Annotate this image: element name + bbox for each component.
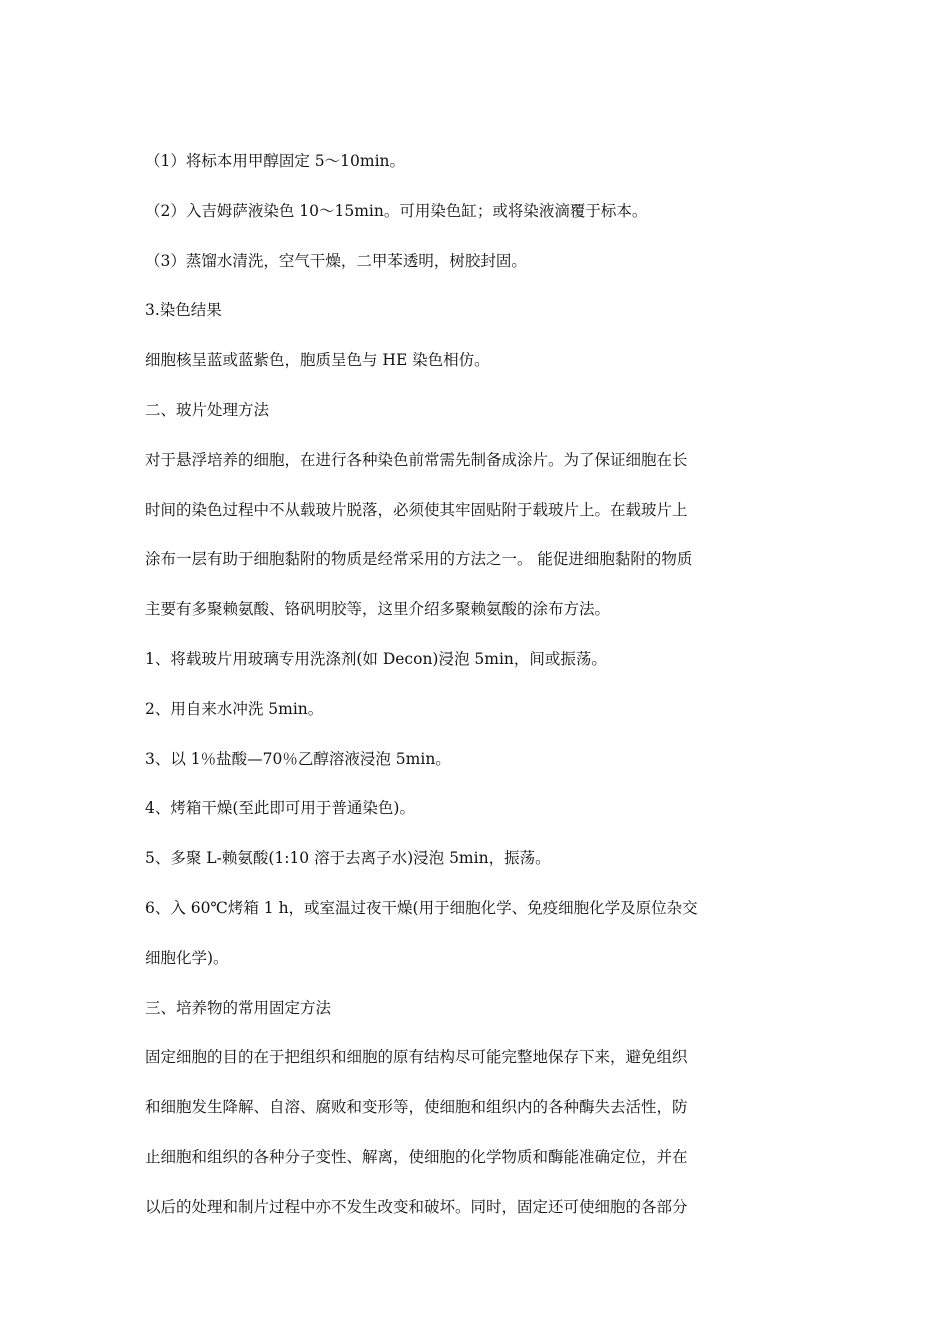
step-1-methanol-fixation: （1）将标本用甲醇固定 5～10min。 (145, 152, 406, 170)
section-heading-fixation-methods: 三、培养物的常用固定方法 (145, 998, 332, 1017)
paragraph-line: 以后的处理和制片过程中亦不发生改变和破坏。同时，固定还可使细胞的各部分 (145, 1197, 688, 1216)
list-item-6-continued: 细胞化学)。 (145, 948, 229, 967)
paragraph-line: 涂布一层有助于细胞黏附的物质是经常采用的方法之一。 能促进细胞黏附的物质 (145, 550, 693, 569)
paragraph-line: 和细胞发生降解、自溶、腐败和变形等，使细胞和组织内的各种酶失去活性，防 (145, 1098, 688, 1117)
step-3-wash-and-mount: （3）蒸馏水清洗，空气干燥，二甲苯透明，树胶封固。 (145, 251, 527, 270)
paragraph-line: 时间的染色过程中不从载玻片脱落，必须使其牢固贴附于载玻片上。在载玻片上 (145, 500, 688, 519)
paragraph-line: 止细胞和组织的各种分子变性、解离，使细胞的化学物质和酶能准确定位，并在 (145, 1147, 688, 1166)
list-item-2: 2、用自来水冲洗 5min。 (145, 699, 324, 718)
staining-result-text: 细胞核呈蓝或蓝紫色，胞质呈色与 HE 染色相仿。 (145, 351, 490, 370)
heading-staining-result: 3.染色结果 (145, 301, 222, 320)
list-item-6: 6、入 60℃烤箱 1 h，或室温过夜干燥(用于细胞化学、免疫细胞化学及原位杂交 (145, 898, 698, 917)
list-item-4: 4、烤箱干燥(至此即可用于普通染色)。 (145, 799, 415, 818)
step-2-giemsa-staining: （2）入吉姆萨液染色 10～15min。可用染色缸；或将染液滴覆于标本。 (145, 201, 648, 220)
paragraph-line: 对于悬浮培养的细胞，在进行各种染色前常需先制备成涂片。为了保证细胞在长 (145, 450, 688, 469)
paragraph-line: 主要有多聚赖氨酸、铬矾明胶等，这里介绍多聚赖氨酸的涂布方法。 (145, 600, 611, 619)
document-body (145, 143, 745, 1239)
list-item-3: 3、以 1％盐酸—70％乙醇溶液浸泡 5min。 (145, 749, 451, 768)
paragraph-line: 固定细胞的目的在于把组织和细胞的原有结构尽可能完整地保存下来，避免组织 (145, 1048, 688, 1067)
list-item-1: 1、将载玻片用玻璃专用洗涤剂(如 Decon)浸泡 5min，间或振荡。 (145, 649, 607, 668)
list-item-5: 5、多聚 L-赖氨酸(1:10 溶于去离子水)浸泡 5min，振荡。 (145, 849, 551, 868)
section-heading-slide-treatment: 二、玻片处理方法 (145, 400, 270, 419)
